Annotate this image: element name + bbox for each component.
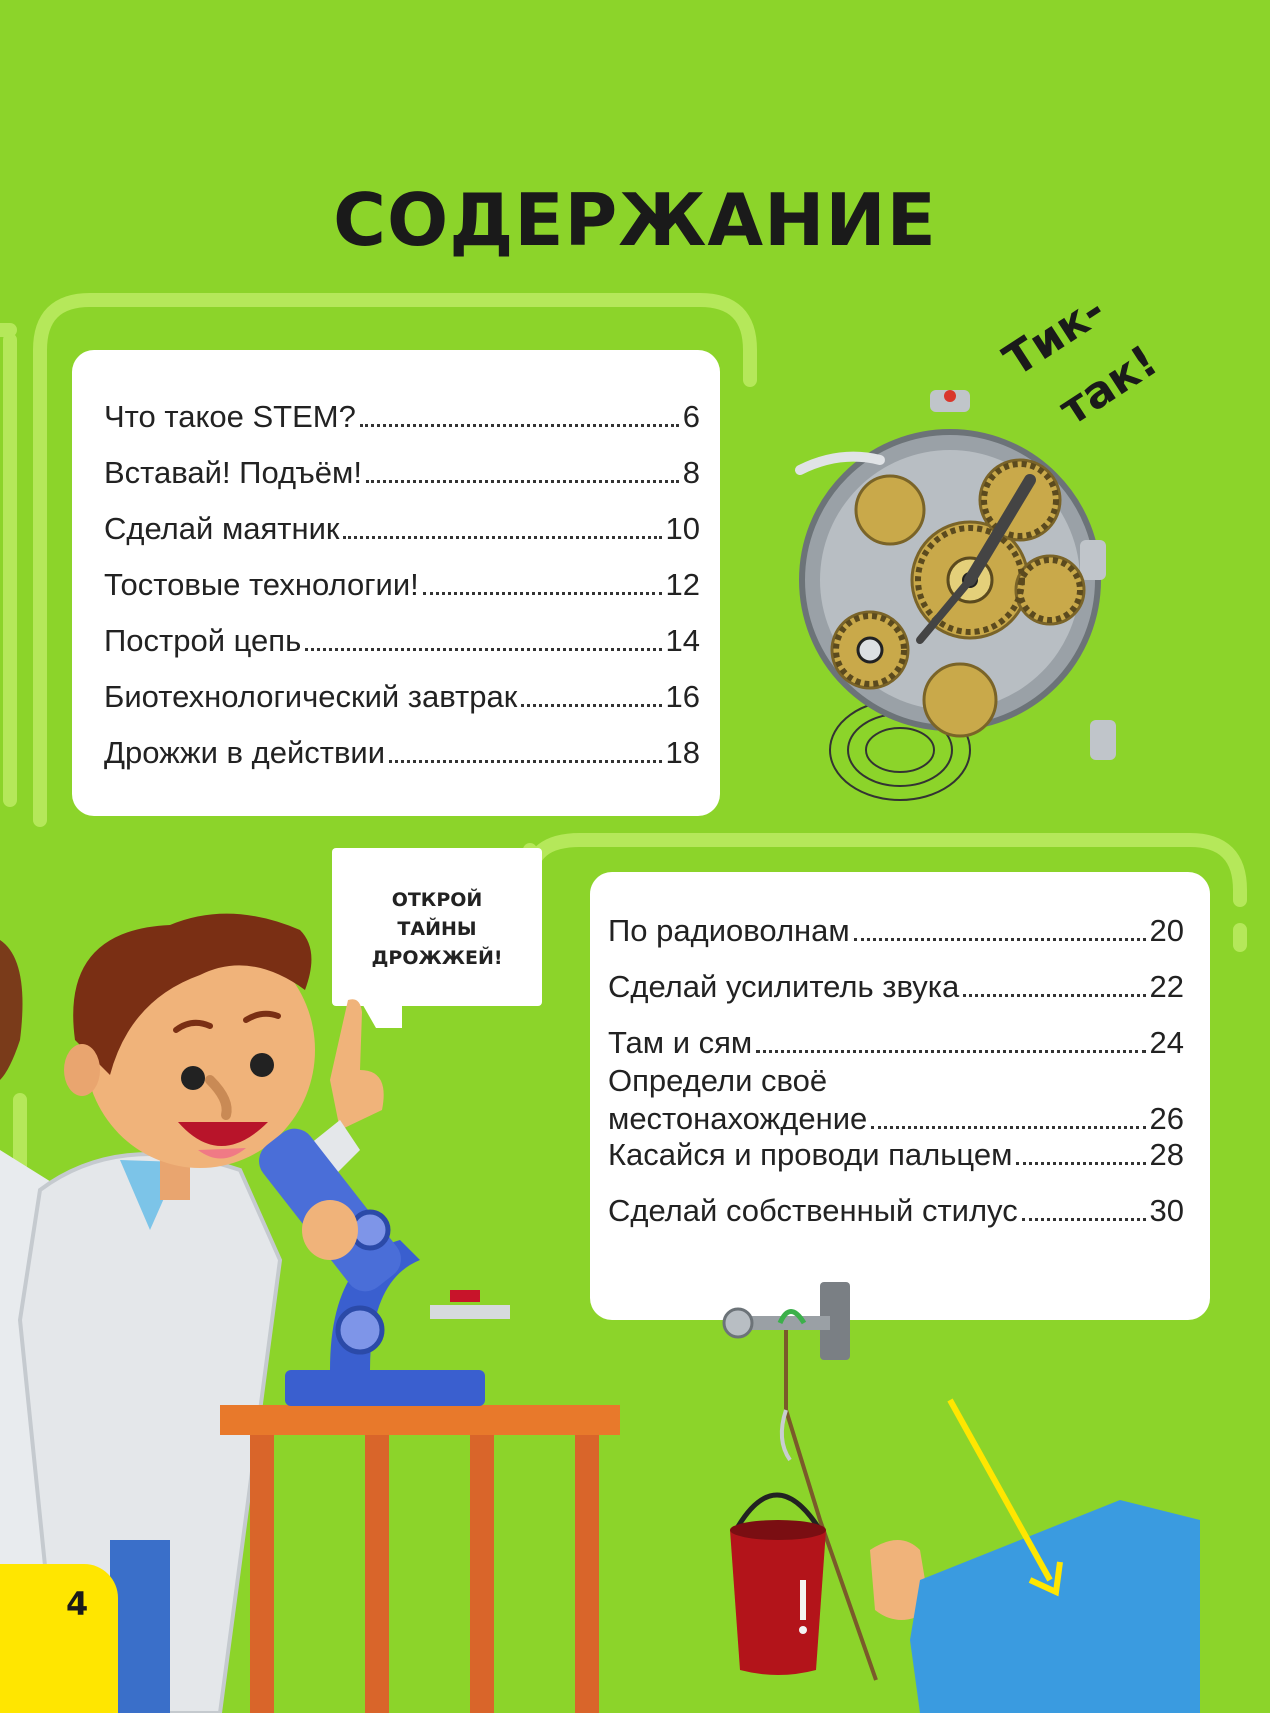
toc-entry[interactable] [608,894,1184,950]
sound-word-1: Тик- [994,284,1115,387]
tick-tock-sound-text [994,280,1200,440]
toc-leader-dots [1022,1218,1146,1221]
toc-box-top [72,350,720,816]
toc-leader-dots [963,994,1145,997]
toc-leader-dots [360,424,679,427]
speech-line-3: ДРОЖЖЕЙ! [371,947,503,969]
page-number-tab [0,1564,118,1713]
toc-entry-label: Касайся и проводи пальцем [608,1137,1013,1172]
toc-leader-dots [343,536,661,539]
toc-entry-page: 8 [682,455,700,490]
toc-entry-label: Там и сям [608,1025,753,1060]
toc-leader-dots [389,760,661,763]
toc-entry-page: 6 [682,399,700,434]
toc-leader-dots [366,480,679,483]
toc-entry-page: 14 [665,623,700,658]
page-title: СОДЕРЖАНИЕ [333,178,937,262]
toc-entry-label: Сделай собственный стилус [608,1193,1018,1228]
toc-list-bottom [608,894,1184,1230]
toc-entry[interactable] [608,1006,1184,1062]
toc-leader-dots [1016,1162,1145,1165]
toc-entry-label: Биотехнологический завтрак [104,679,518,714]
sound-word-2: так! [1050,335,1167,436]
toc-leader-dots [305,648,661,651]
speech-line-2: ТАЙНЫ [397,918,477,940]
speech-line-1: ОТКРОЙ [391,889,483,911]
toc-entry-label: Дрожжи в действии [104,735,386,770]
toc-entry[interactable] [104,492,700,548]
clockwork-gears-illustration [780,390,1120,840]
toc-box-bottom [590,872,1210,1320]
toc-entry[interactable] [104,548,700,604]
toc-entry-page: 30 [1149,1193,1184,1228]
toc-entry-label: Сделай усилитель звука [608,969,960,1004]
toc-list-top [104,380,700,772]
toc-entry-label-line1: Определи своё [608,1063,828,1098]
bucket-pulley-illustration [700,1280,1200,1713]
toc-entry-page: 12 [665,567,700,602]
toc-entry-label: По радиоволнам [608,913,850,948]
toc-entry-page: 22 [1149,969,1184,1004]
toc-leader-dots [521,704,661,707]
toc-entry[interactable] [608,1174,1184,1230]
toc-leader-dots [871,1126,1145,1129]
toc-entry-row [608,1062,1184,1100]
toc-entry-page: 16 [665,679,700,714]
toc-entry-label: Построй цепь [104,623,302,658]
toc-entry-page: 10 [665,511,700,546]
toc-entry-page: 24 [1149,1025,1184,1060]
toc-entry[interactable] [608,1062,1184,1136]
toc-entry-page: 26 [1149,1101,1184,1136]
toc-entry-label: Тостовые технологии! [104,567,419,602]
toc-entry-page: 20 [1149,913,1184,948]
toc-entry[interactable] [104,716,700,772]
toc-entry-label: Сделай маятник [104,511,340,546]
toc-entry[interactable] [104,604,700,660]
toc-entry-page: 28 [1149,1137,1184,1172]
toc-leader-dots [756,1050,1145,1053]
toc-entry[interactable] [608,950,1184,1006]
toc-leader-dots [423,592,662,595]
toc-entry-row [608,1100,1184,1138]
toc-entry-label: местонахождение [608,1101,868,1136]
toc-entry[interactable] [104,436,700,492]
toc-entry[interactable] [104,660,700,716]
toc-entry-label: Что такое STEM? [104,399,356,434]
toc-entry-label: Вставай! Подъём! [104,455,362,490]
toc-leader-dots [854,938,1146,941]
toc-entry-page: 18 [665,735,700,770]
toc-entry[interactable] [104,380,700,436]
page-number: 4 [66,1585,89,1623]
